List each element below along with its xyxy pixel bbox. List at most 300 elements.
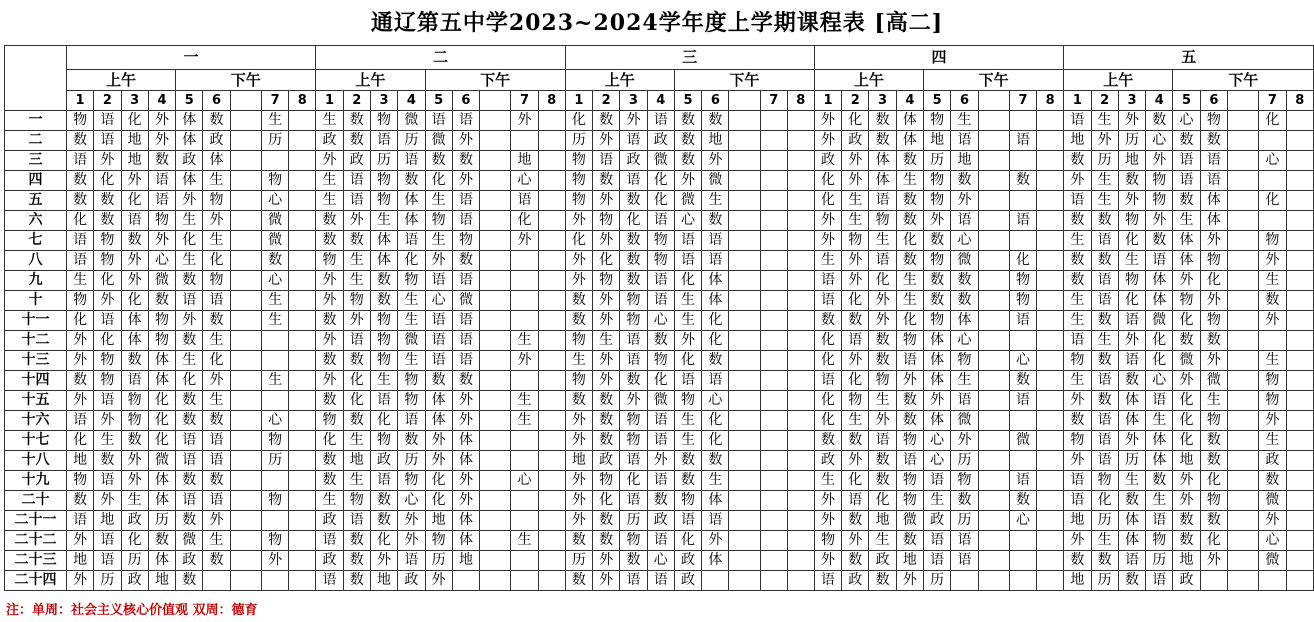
lesson-cell: 外 (66, 331, 93, 351)
class-label: 七 (5, 231, 67, 251)
lesson-cell: 历 (1091, 571, 1118, 591)
lesson-cell (289, 431, 316, 451)
lesson-cell: 语 (452, 271, 479, 291)
lesson-cell: 生 (425, 231, 452, 251)
lesson-cell: 地 (66, 551, 93, 571)
break-cell (978, 271, 1009, 291)
lesson-cell: 外 (565, 511, 592, 531)
lesson-cell: 化 (1173, 431, 1200, 451)
lesson-cell: 化 (674, 351, 701, 371)
lesson-cell (289, 571, 316, 591)
lesson-cell: 语 (620, 491, 647, 511)
lesson-cell: 语 (814, 271, 841, 291)
lesson-cell: 生 (814, 251, 841, 271)
lesson-cell (760, 111, 787, 131)
lesson-cell: 数 (398, 171, 425, 191)
break-cell (729, 291, 760, 311)
lesson-cell: 数 (370, 511, 397, 531)
period-number: 7 (1009, 91, 1036, 111)
lesson-cell: 体 (398, 211, 425, 231)
lesson-cell: 数 (896, 211, 923, 231)
break-cell (480, 551, 511, 571)
period-gap (480, 91, 511, 111)
lesson-cell: 体 (869, 171, 896, 191)
break-cell (1228, 251, 1259, 271)
lesson-cell: 微 (1146, 311, 1173, 331)
lesson-cell: 外 (1200, 291, 1227, 311)
period-number: 4 (896, 91, 923, 111)
lesson-cell: 生 (176, 251, 203, 271)
lesson-cell: 历 (398, 451, 425, 471)
lesson-cell: 语 (620, 451, 647, 471)
lesson-cell: 数 (203, 471, 230, 491)
lesson-cell: 地 (1118, 151, 1145, 171)
lesson-cell: 语 (842, 331, 869, 351)
lesson-cell: 生 (869, 391, 896, 411)
lesson-cell: 数 (343, 111, 370, 131)
lesson-cell: 心 (1146, 371, 1173, 391)
lesson-cell: 体 (924, 351, 951, 371)
lesson-cell: 体 (869, 151, 896, 171)
break-cell (230, 451, 261, 471)
period-gap (729, 91, 760, 111)
lesson-cell (538, 391, 565, 411)
class-row (5, 111, 1314, 131)
lesson-cell: 语 (176, 431, 203, 451)
lesson-cell: 数 (66, 371, 93, 391)
day-header: 一 (66, 46, 315, 70)
period-gap (978, 91, 1009, 111)
lesson-cell: 外 (1259, 511, 1286, 531)
lesson-cell: 外 (452, 131, 479, 151)
lesson-cell: 政 (814, 151, 841, 171)
lesson-cell: 物 (593, 471, 620, 491)
break-cell (729, 271, 760, 291)
lesson-cell: 数 (814, 431, 841, 451)
class-row (5, 431, 1314, 451)
lesson-cell: 政 (121, 511, 148, 531)
period-number: 7 (760, 91, 787, 111)
lesson-cell (1037, 271, 1064, 291)
lesson-cell: 数 (1259, 291, 1286, 311)
lesson-cell: 数 (1009, 371, 1036, 391)
lesson-cell (1286, 351, 1313, 371)
lesson-cell: 数 (951, 491, 978, 511)
lesson-cell (1037, 531, 1064, 551)
lesson-cell: 体 (702, 271, 729, 291)
lesson-cell: 历 (1146, 551, 1173, 571)
lesson-cell: 生 (842, 211, 869, 231)
lesson-cell: 数 (620, 371, 647, 391)
break-cell (729, 371, 760, 391)
lesson-cell: 外 (425, 451, 452, 471)
lesson-cell: 语 (1009, 211, 1036, 231)
period-gap (230, 91, 261, 111)
lesson-cell: 外 (66, 531, 93, 551)
lesson-cell: 外 (66, 571, 93, 591)
period-number: 2 (343, 91, 370, 111)
lesson-cell: 心 (951, 231, 978, 251)
lesson-cell: 数 (620, 231, 647, 251)
lesson-cell: 心 (951, 331, 978, 351)
break-cell (729, 431, 760, 451)
lesson-cell: 数 (176, 511, 203, 531)
break-cell (230, 531, 261, 551)
lesson-cell (289, 411, 316, 431)
lesson-cell: 体 (121, 311, 148, 331)
lesson-cell: 语 (1118, 311, 1145, 331)
lesson-cell: 化 (66, 431, 93, 451)
lesson-cell: 外 (593, 291, 620, 311)
period-number: 8 (289, 91, 316, 111)
lesson-cell: 外 (565, 491, 592, 511)
lesson-cell: 语 (951, 391, 978, 411)
lesson-cell (760, 451, 787, 471)
lesson-cell: 数 (593, 531, 620, 551)
lesson-cell: 微 (1200, 371, 1227, 391)
period-number: 5 (1173, 91, 1200, 111)
lesson-cell: 体 (1173, 231, 1200, 251)
lesson-cell: 数 (896, 251, 923, 271)
lesson-cell: 数 (316, 231, 343, 251)
lesson-cell: 物 (565, 171, 592, 191)
lesson-cell: 语 (203, 451, 230, 471)
break-cell (729, 151, 760, 171)
lesson-cell (1009, 231, 1036, 251)
lesson-cell: 历 (121, 551, 148, 571)
lesson-cell: 数 (1200, 331, 1227, 351)
lesson-cell: 语 (316, 571, 343, 591)
lesson-cell: 心 (1009, 511, 1036, 531)
lesson-cell (452, 571, 479, 591)
lesson-cell: 外 (203, 371, 230, 391)
lesson-cell: 体 (176, 111, 203, 131)
lesson-cell (760, 411, 787, 431)
lesson-cell: 外 (316, 271, 343, 291)
lesson-cell: 语 (452, 331, 479, 351)
break-cell (230, 171, 261, 191)
lesson-cell: 物 (66, 471, 93, 491)
lesson-cell: 数 (674, 111, 701, 131)
lesson-cell: 体 (148, 371, 175, 391)
lesson-cell (760, 431, 787, 451)
break-cell (978, 151, 1009, 171)
lesson-cell: 外 (1259, 311, 1286, 331)
lesson-cell: 外 (1146, 151, 1173, 171)
lesson-cell (787, 331, 814, 351)
lesson-cell: 语 (951, 211, 978, 231)
lesson-cell: 数 (1091, 551, 1118, 571)
lesson-cell: 心 (261, 411, 288, 431)
break-cell (1228, 131, 1259, 151)
lesson-cell: 数 (951, 291, 978, 311)
timetable (4, 45, 1314, 591)
lesson-cell (760, 211, 787, 231)
break-cell (978, 331, 1009, 351)
lesson-cell (760, 271, 787, 291)
class-label: 二十四 (5, 571, 67, 591)
break-cell (230, 211, 261, 231)
lesson-cell: 数 (1146, 231, 1173, 251)
half-header-morning: 上午 (814, 70, 923, 91)
lesson-cell: 外 (425, 251, 452, 271)
lesson-cell: 微 (176, 531, 203, 551)
lesson-cell: 物 (1259, 371, 1286, 391)
lesson-cell: 语 (1064, 491, 1091, 511)
lesson-cell (760, 231, 787, 251)
lesson-cell: 化 (94, 271, 121, 291)
lesson-cell: 外 (1173, 491, 1200, 511)
lesson-cell: 体 (121, 331, 148, 351)
lesson-cell (1037, 351, 1064, 371)
lesson-cell: 生 (203, 171, 230, 191)
lesson-cell: 语 (1009, 311, 1036, 331)
lesson-cell: 数 (343, 351, 370, 371)
lesson-cell: 历 (94, 571, 121, 591)
lesson-cell: 语 (674, 511, 701, 531)
lesson-cell (1037, 491, 1064, 511)
lesson-cell (538, 251, 565, 271)
lesson-cell: 语 (674, 231, 701, 251)
lesson-cell: 外 (511, 231, 538, 251)
break-cell (729, 351, 760, 371)
lesson-cell: 数 (620, 551, 647, 571)
lesson-cell (538, 531, 565, 551)
lesson-cell: 外 (1200, 351, 1227, 371)
lesson-cell (1286, 151, 1313, 171)
lesson-cell (760, 391, 787, 411)
lesson-cell (289, 251, 316, 271)
lesson-cell: 数 (1091, 211, 1118, 231)
lesson-cell: 数 (674, 131, 701, 151)
lesson-cell: 历 (398, 131, 425, 151)
lesson-cell: 生 (425, 191, 452, 211)
lesson-cell: 心 (647, 311, 674, 331)
lesson-cell: 外 (425, 571, 452, 591)
break-cell (1228, 191, 1259, 211)
period-number: 4 (398, 91, 425, 111)
lesson-cell (538, 151, 565, 171)
lesson-cell: 数 (951, 171, 978, 191)
lesson-cell: 历 (1091, 511, 1118, 531)
lesson-cell: 生 (203, 531, 230, 551)
lesson-cell: 物 (370, 431, 397, 451)
lesson-cell: 化 (842, 111, 869, 131)
lesson-cell: 数 (842, 511, 869, 531)
period-number: 2 (94, 91, 121, 111)
period-number: 1 (565, 91, 592, 111)
lesson-cell: 语 (620, 131, 647, 151)
lesson-cell (1009, 531, 1036, 551)
lesson-cell: 体 (370, 231, 397, 251)
lesson-cell: 物 (1118, 211, 1145, 231)
lesson-cell: 地 (343, 451, 370, 471)
lesson-cell (1286, 111, 1313, 131)
break-cell (230, 571, 261, 591)
lesson-cell: 外 (1200, 231, 1227, 251)
lesson-cell: 数 (425, 371, 452, 391)
half-header-afternoon: 下午 (176, 70, 316, 91)
lesson-cell: 生 (842, 191, 869, 211)
lesson-cell: 化 (814, 191, 841, 211)
lesson-cell: 语 (370, 471, 397, 491)
lesson-cell (511, 551, 538, 571)
lesson-cell: 生 (674, 431, 701, 451)
lesson-cell: 物 (398, 371, 425, 391)
lesson-cell: 数 (593, 431, 620, 451)
lesson-cell: 语 (398, 551, 425, 571)
lesson-cell: 语 (94, 551, 121, 571)
lesson-cell: 生 (1064, 291, 1091, 311)
break-cell (1228, 431, 1259, 451)
lesson-cell (760, 471, 787, 491)
lesson-cell (289, 271, 316, 291)
period-number: 5 (924, 91, 951, 111)
lesson-cell: 生 (261, 111, 288, 131)
lesson-cell: 心 (261, 271, 288, 291)
class-row (5, 331, 1314, 351)
lesson-cell: 政 (316, 511, 343, 531)
lesson-cell: 语 (702, 231, 729, 251)
lesson-cell (538, 411, 565, 431)
class-label: 二十一 (5, 511, 67, 531)
lesson-cell: 物 (896, 331, 923, 351)
lesson-cell: 数 (452, 251, 479, 271)
lesson-cell: 化 (1200, 271, 1227, 291)
class-label: 十九 (5, 471, 67, 491)
lesson-cell: 语 (425, 331, 452, 351)
lesson-cell: 语 (1009, 391, 1036, 411)
lesson-cell (1037, 131, 1064, 151)
lesson-cell: 外 (565, 271, 592, 291)
lesson-cell (538, 451, 565, 471)
class-row (5, 371, 1314, 391)
lesson-cell (1286, 291, 1313, 311)
lesson-cell: 地 (121, 151, 148, 171)
lesson-cell: 政 (814, 451, 841, 471)
lesson-cell: 数 (869, 571, 896, 591)
lesson-cell: 生 (203, 391, 230, 411)
lesson-cell (1037, 331, 1064, 351)
lesson-cell: 语 (66, 511, 93, 531)
lesson-cell: 物 (1200, 491, 1227, 511)
lesson-cell (261, 151, 288, 171)
break-cell (230, 431, 261, 451)
lesson-cell: 语 (1064, 191, 1091, 211)
lesson-cell: 数 (565, 311, 592, 331)
lesson-cell: 数 (370, 491, 397, 511)
lesson-cell: 数 (343, 231, 370, 251)
lesson-cell: 语 (647, 291, 674, 311)
lesson-cell: 语 (176, 491, 203, 511)
lesson-cell: 语 (1091, 451, 1118, 471)
lesson-cell: 数 (176, 271, 203, 291)
lesson-cell: 外 (203, 511, 230, 531)
lesson-cell: 语 (951, 551, 978, 571)
lesson-cell: 微 (148, 271, 175, 291)
period-number: 2 (1091, 91, 1118, 111)
lesson-cell (289, 451, 316, 471)
lesson-cell: 化 (148, 431, 175, 451)
break-cell (978, 251, 1009, 271)
lesson-cell: 地 (370, 571, 397, 591)
lesson-cell: 生 (511, 531, 538, 551)
break-cell (729, 491, 760, 511)
lesson-cell: 外 (593, 571, 620, 591)
lesson-cell: 外 (1173, 471, 1200, 491)
lesson-cell (538, 371, 565, 391)
lesson-cell: 物 (370, 331, 397, 351)
lesson-cell: 地 (1064, 131, 1091, 151)
lesson-cell: 生 (896, 271, 923, 291)
lesson-cell (1286, 131, 1313, 151)
break-cell (480, 191, 511, 211)
lesson-cell: 心 (398, 491, 425, 511)
lesson-cell (1286, 331, 1313, 351)
period-number: 4 (647, 91, 674, 111)
lesson-cell (787, 271, 814, 291)
lesson-cell (1259, 131, 1286, 151)
lesson-cell: 语 (896, 351, 923, 371)
lesson-cell: 生 (674, 411, 701, 431)
break-cell (978, 551, 1009, 571)
lesson-cell: 外 (1200, 551, 1227, 571)
lesson-cell: 数 (1146, 471, 1173, 491)
lesson-cell: 物 (148, 211, 175, 231)
lesson-cell: 数 (702, 451, 729, 471)
lesson-cell: 政 (176, 551, 203, 571)
lesson-cell: 数 (869, 351, 896, 371)
lesson-cell: 外 (452, 491, 479, 511)
lesson-cell: 化 (343, 391, 370, 411)
class-label: 二十 (5, 491, 67, 511)
lesson-cell: 语 (148, 191, 175, 211)
lesson-cell: 数 (343, 571, 370, 591)
lesson-cell: 外 (869, 411, 896, 431)
period-number: 4 (148, 91, 175, 111)
lesson-cell: 语 (620, 171, 647, 191)
period-number: 6 (702, 91, 729, 111)
lesson-cell: 体 (1118, 531, 1145, 551)
lesson-cell: 语 (176, 291, 203, 311)
lesson-cell: 物 (343, 491, 370, 511)
class-row (5, 271, 1314, 291)
lesson-cell: 政 (176, 151, 203, 171)
lesson-cell: 语 (620, 571, 647, 591)
break-cell (1228, 451, 1259, 471)
lesson-cell: 数 (1064, 251, 1091, 271)
lesson-cell (289, 551, 316, 571)
lesson-cell: 化 (94, 331, 121, 351)
break-cell (729, 171, 760, 191)
lesson-cell: 微 (647, 151, 674, 171)
lesson-cell: 数 (176, 391, 203, 411)
lesson-cell: 语 (869, 431, 896, 451)
lesson-cell: 外 (620, 391, 647, 411)
lesson-cell: 化 (620, 211, 647, 231)
lesson-cell: 生 (1091, 331, 1118, 351)
half-header-afternoon: 下午 (924, 70, 1064, 91)
lesson-cell: 外 (593, 351, 620, 371)
lesson-cell: 政 (842, 131, 869, 151)
lesson-cell: 物 (593, 271, 620, 291)
lesson-cell: 外 (565, 471, 592, 491)
lesson-cell: 生 (869, 531, 896, 551)
lesson-cell: 化 (1200, 531, 1227, 551)
period-number: 8 (1286, 91, 1313, 111)
lesson-cell: 数 (398, 431, 425, 451)
lesson-cell: 物 (94, 251, 121, 271)
